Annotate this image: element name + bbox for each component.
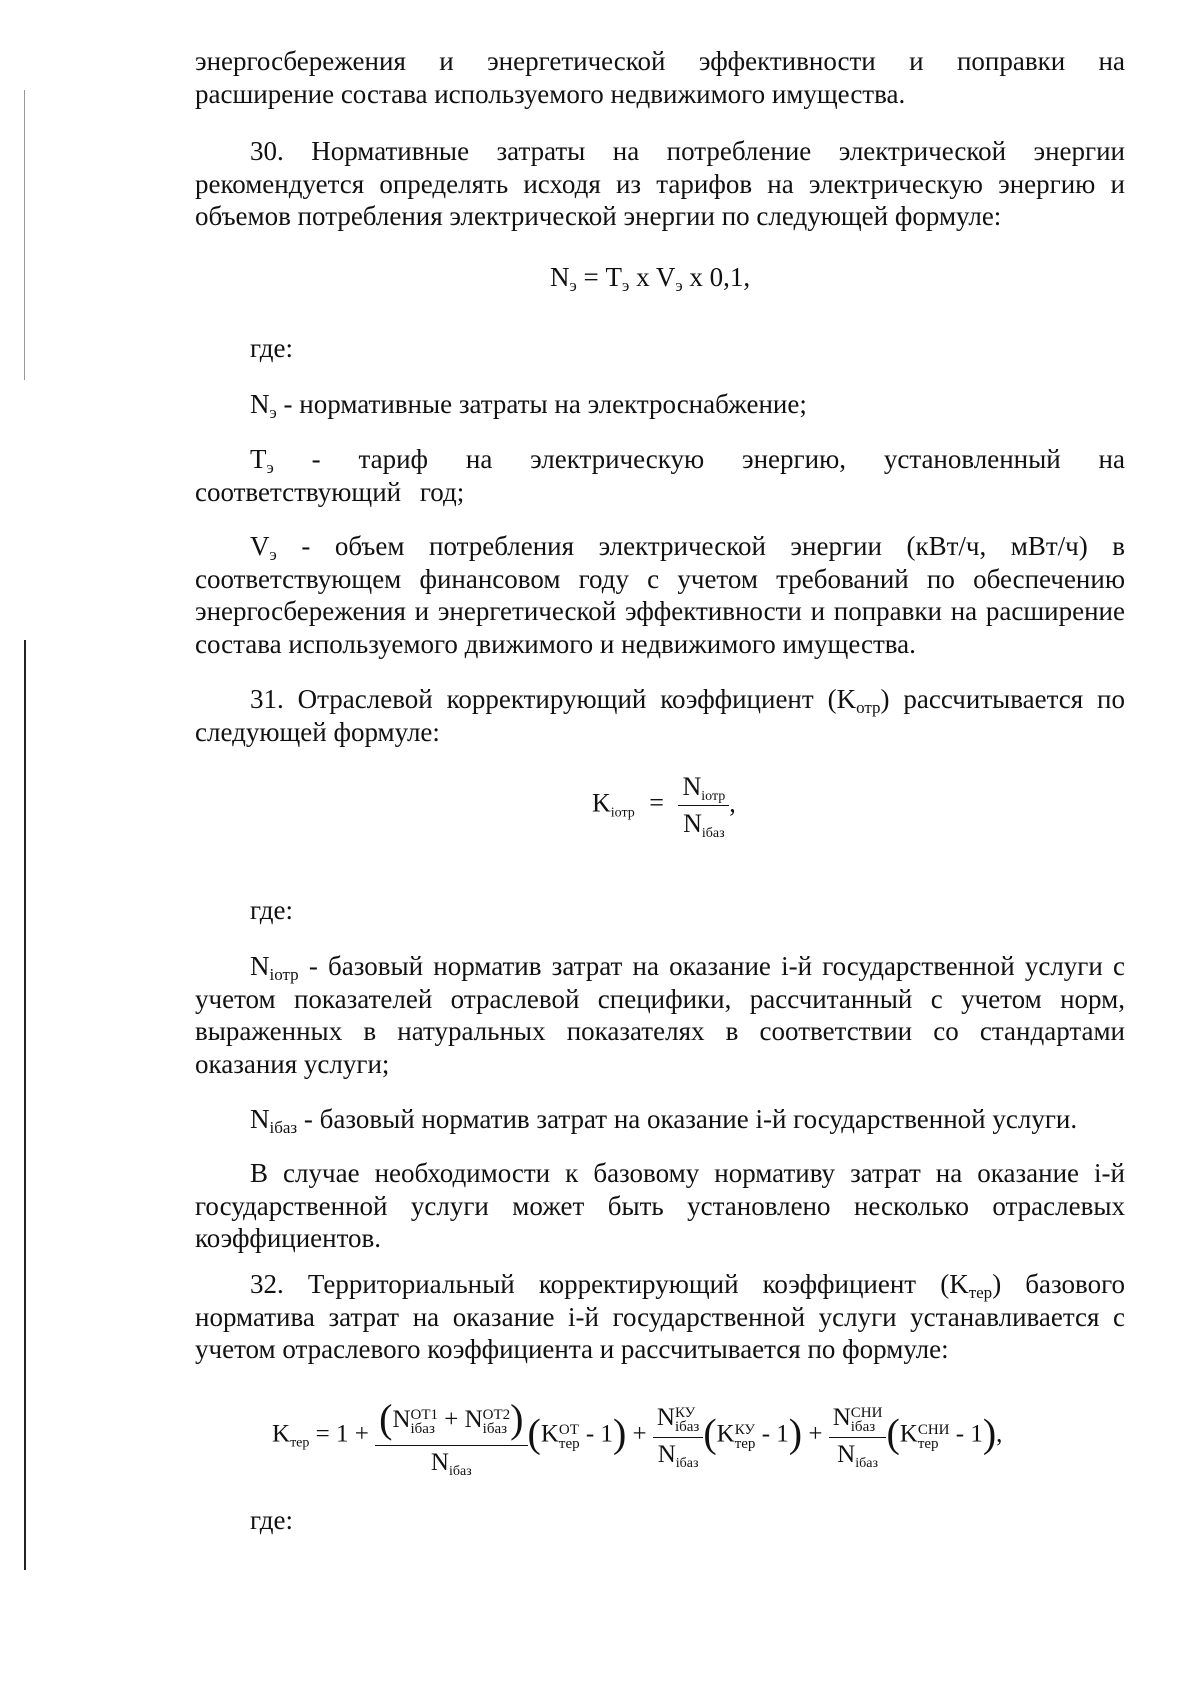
formula-electricity: $N_э = T_э$ x $V_э$ x 0,1, [550,262,751,295]
definition-Ve: $V_э$ - объем потребления электрической энергии (кВт/ч, мВт/ч) в соответствующем финансовом году с учетом требований по обеспечению энергосбережения и энергетической эффективности и поправки на расширение состава используемого движимого и недвижимого имущества. [195,531,1125,659]
fraction-ot: (N ОТ1 iбаз + N ОТ2 iбаз ) $N_{iбаз}$ [375,1395,527,1477]
definition-Nibaz: $N_{iбаз}$ - базовый норматив затрат на оказание i-й государственной услуги. [250,1104,1078,1137]
definition-Niotr: $N_{iотр}$ - базовый норматив затрат на оказание i-й государственной услуги с учетом показателей отраслевой специфики, рассчитанный с учетом норм, выраженных в натуральных показателях в соответствии со стандартами оказания услуги; [195,951,1125,1079]
paragraph-32: 32. Территориальный корректирующий коэффициент $(K_{тер})$ базового норматива затрат на оказание i-й государственной услуги устанавливается с учетом отраслевого коэффициента и рассчитывается по формуле: [195,1269,1125,1364]
formula-industry-coefficient: $K_{iотр}$ = $\frac{N_{iотр}}{N_{iбаз}}$ , [592,772,736,841]
definition-Ne: $N_э$ - нормативные затраты на электроснабжение; [250,389,807,422]
fraction-ku: N КУ iбаз $N_{iбаз}$ [653,1404,703,1469]
fraction-31: $\frac{N_{iотр}}{N_{iбаз}}$ [678,772,729,839]
fraction-sni: N СНИ iбаз $N_{iбаз}$ [829,1404,887,1469]
top-paragraph: энергосбережения и энергетической эффективности и поправки на расширение состава используемого недвижимого имущества. [195,46,1125,109]
paragraph-several-coefficients: В случае необходимости к базовому нормативу затрат на оказание i-й государственной услуги может быть установлено несколько отраслевых коэффициентов. [195,1158,1125,1253]
paragraph-30: 30. Нормативные затраты на потребление электрической энергии рекомендуется определять исходя из тарифов на электрическую энергию и объемов потребления электрической энергии по следующей формуле: [195,136,1125,231]
where-label-2: где: [250,895,293,925]
scan-margin-line [24,640,26,1570]
paragraph-31: 31. Отраслевой корректирующий коэффициент $(K_{отр})$ рассчитывается по следующей формуле: [195,684,1125,747]
where-label: где: [250,333,293,363]
scan-margin-line-upper [24,90,25,380]
formula-territorial-coefficient: $K_{тер} = 1$ + (N ОТ1 iбаз + N ОТ2 iбаз ) $N_{iбаз}$ (K ОТ тер - 1) + N КУ iбаз $N_{iбаз}$ (K КУ тер - 1) + N СНИ iбаз $N_{iбаз}$ (K СНИ тер - 1), [272,1396,1003,1479]
where-label-3: где: [250,1505,293,1535]
definition-Te: $T_э$ - тариф на электрическую энергию, установленный на соответствующий год; [195,444,1125,507]
